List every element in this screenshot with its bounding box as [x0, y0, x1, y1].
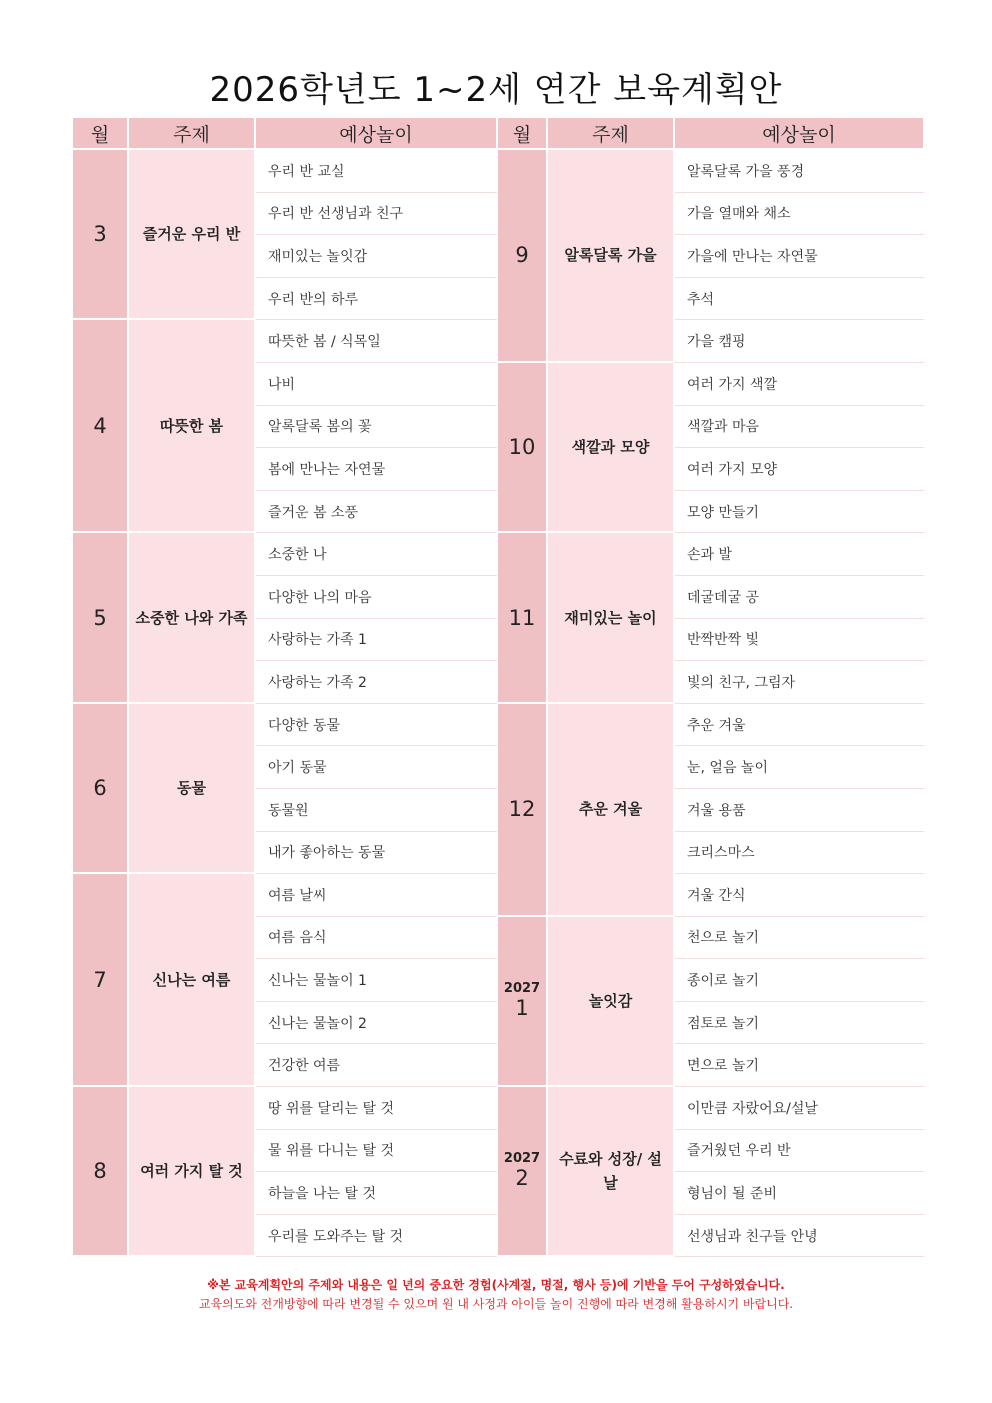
- month-cell-right: [498, 363, 548, 533]
- month-number: 5: [93, 605, 107, 630]
- month-cell-right: [498, 533, 548, 703]
- play-item-right: 선생님과 친구들 안녕: [675, 1215, 925, 1258]
- theme-cell-right: 색깔과 모양: [548, 363, 675, 533]
- month-cell-left: [73, 1087, 129, 1257]
- play-item-right: 여러 가지 모양: [675, 448, 925, 491]
- play-item-left: 우리를 도와주는 탈 것: [256, 1215, 498, 1258]
- header-play-right: 예상놀이: [675, 118, 925, 150]
- month-number: 9: [515, 243, 529, 268]
- month-cell-left: [73, 874, 129, 1087]
- play-item-left: 재미있는 놀잇감: [256, 235, 498, 278]
- play-item-left: 여름 음식: [256, 917, 498, 960]
- theme-cell-left: 동물: [129, 704, 256, 874]
- month-number: 10: [508, 435, 536, 460]
- month-cell-left: [73, 320, 129, 533]
- theme-cell-right: 놀잇감: [548, 917, 675, 1087]
- play-item-right: 가을에 만나는 자연물: [675, 235, 925, 278]
- play-item-left: 아기 동물: [256, 746, 498, 789]
- month-cell-right: [498, 150, 548, 363]
- play-item-left: 소중한 나: [256, 533, 498, 576]
- theme-cell-left: 즐거운 우리 반: [129, 150, 256, 320]
- header-play-left: 예상놀이: [256, 118, 498, 150]
- month-cell-left: [73, 150, 129, 320]
- month-number: 2: [515, 1166, 529, 1191]
- play-item-right: 가을 열매와 채소: [675, 193, 925, 236]
- play-item-right: 눈, 얼음 놀이: [675, 746, 925, 789]
- month-number: 7: [93, 967, 107, 992]
- play-item-left: 나비: [256, 363, 498, 406]
- month-number: 1: [515, 995, 529, 1020]
- play-item-left: 신나는 물놀이 2: [256, 1002, 498, 1045]
- play-item-right: 형님이 될 준비: [675, 1172, 925, 1215]
- play-item-left: 사랑하는 가족 2: [256, 661, 498, 704]
- play-item-right: 빛의 친구, 그림자: [675, 661, 925, 704]
- play-item-right: 추석: [675, 278, 925, 321]
- play-item-left: 신나는 물놀이 1: [256, 959, 498, 1002]
- play-item-right: 손과 발: [675, 533, 925, 576]
- theme-cell-left: 여러 가지 탈 것: [129, 1087, 256, 1257]
- play-item-right: 종이로 놀기: [675, 959, 925, 1002]
- play-item-left: 따뜻한 봄 / 식목일: [256, 320, 498, 363]
- header-month-right: 월: [498, 118, 548, 150]
- play-item-left: 우리 반의 하루: [256, 278, 498, 321]
- play-item-right: 즐거웠던 우리 반: [675, 1130, 925, 1173]
- theme-cell-left: 따뜻한 봄: [129, 320, 256, 533]
- play-item-right: 추운 겨울: [675, 704, 925, 747]
- month-number: 4: [93, 413, 107, 438]
- month-number: 11: [508, 605, 536, 630]
- play-item-right: 반짝반짝 빛: [675, 619, 925, 662]
- play-item-right: 가을 캠핑: [675, 320, 925, 363]
- play-item-right: 크리스마스: [675, 832, 925, 875]
- header-theme-left: 주제: [129, 118, 256, 150]
- year-label: 2027: [503, 980, 541, 996]
- play-item-right: 색깔과 마음: [675, 406, 925, 449]
- play-item-right: 겨울 용품: [675, 789, 925, 832]
- play-item-left: 즐거운 봄 소풍: [256, 491, 498, 534]
- play-item-left: 물 위를 다니는 탈 것: [256, 1130, 498, 1173]
- play-item-left: 우리 반 교실: [256, 150, 498, 193]
- play-item-right: 알록달록 가을 풍경: [675, 150, 925, 193]
- month-number: 8: [93, 1159, 107, 1184]
- play-item-right: 천으로 놀기: [675, 917, 925, 960]
- month-cell-right: [498, 917, 548, 1087]
- theme-cell-left: 소중한 나와 가족: [129, 533, 256, 703]
- note-line-1: ※본 교육계획안의 주제와 내용은 일 년의 중요한 경험(사계절, 명절, 행사 등)에 기반을 두어 구성하였습니다.: [207, 1278, 785, 1292]
- play-item-right: 모양 만들기: [675, 491, 925, 534]
- play-item-left: 다양한 나의 마음: [256, 576, 498, 619]
- month-cell-right: [498, 1087, 548, 1257]
- theme-cell-right: 추운 겨울: [548, 704, 675, 917]
- header-month-left: 월: [73, 118, 129, 150]
- play-item-left: 다양한 동물: [256, 704, 498, 747]
- year-label: 2027: [503, 1151, 541, 1167]
- play-item-left: 건강한 여름: [256, 1044, 498, 1087]
- month-cell-left: [73, 704, 129, 874]
- month-number: 3: [93, 222, 107, 247]
- play-item-left: 동물원: [256, 789, 498, 832]
- play-item-right: 겨울 간식: [675, 874, 925, 917]
- month-number: 12: [508, 797, 536, 822]
- play-item-right: 면으로 놀기: [675, 1044, 925, 1087]
- annual-plan-table: [73, 118, 925, 1257]
- play-item-left: 하늘을 나는 탈 것: [256, 1172, 498, 1215]
- theme-cell-right: 재미있는 놀이: [548, 533, 675, 703]
- page-title: 2026학년도 1~2세 연간 보육계획안: [209, 70, 783, 110]
- play-item-left: 여름 날씨: [256, 874, 498, 917]
- month-cell-left: [73, 533, 129, 703]
- play-item-left: 땅 위를 달리는 탈 것: [256, 1087, 498, 1130]
- play-item-right: 데굴데굴 공: [675, 576, 925, 619]
- theme-cell-right: 알록달록 가을: [548, 150, 675, 363]
- month-cell-right: [498, 704, 548, 917]
- header-theme-right: 주제: [548, 118, 675, 150]
- theme-cell-right: 수료와 성장/ 설날: [548, 1087, 675, 1257]
- month-number: 6: [93, 775, 107, 800]
- note-line-2: 교육의도와 전개방향에 따라 변경될 수 있으며 원 내 사정과 아이들 놀이 진행에 따라 변경해 활용하시기 바랍니다.: [198, 1297, 794, 1311]
- play-item-left: 사랑하는 가족 1: [256, 619, 498, 662]
- play-item-right: 점토로 놀기: [675, 1002, 925, 1045]
- play-item-right: 이만큼 자랐어요/설날: [675, 1087, 925, 1130]
- play-item-left: 우리 반 선생님과 친구: [256, 193, 498, 236]
- play-item-left: 봄에 만나는 자연물: [256, 448, 498, 491]
- play-item-left: 내가 좋아하는 동물: [256, 832, 498, 875]
- theme-cell-left: 신나는 여름: [129, 874, 256, 1087]
- play-item-left: 알록달록 봄의 꽃: [256, 406, 498, 449]
- play-item-right: 여러 가지 색깔: [675, 363, 925, 406]
